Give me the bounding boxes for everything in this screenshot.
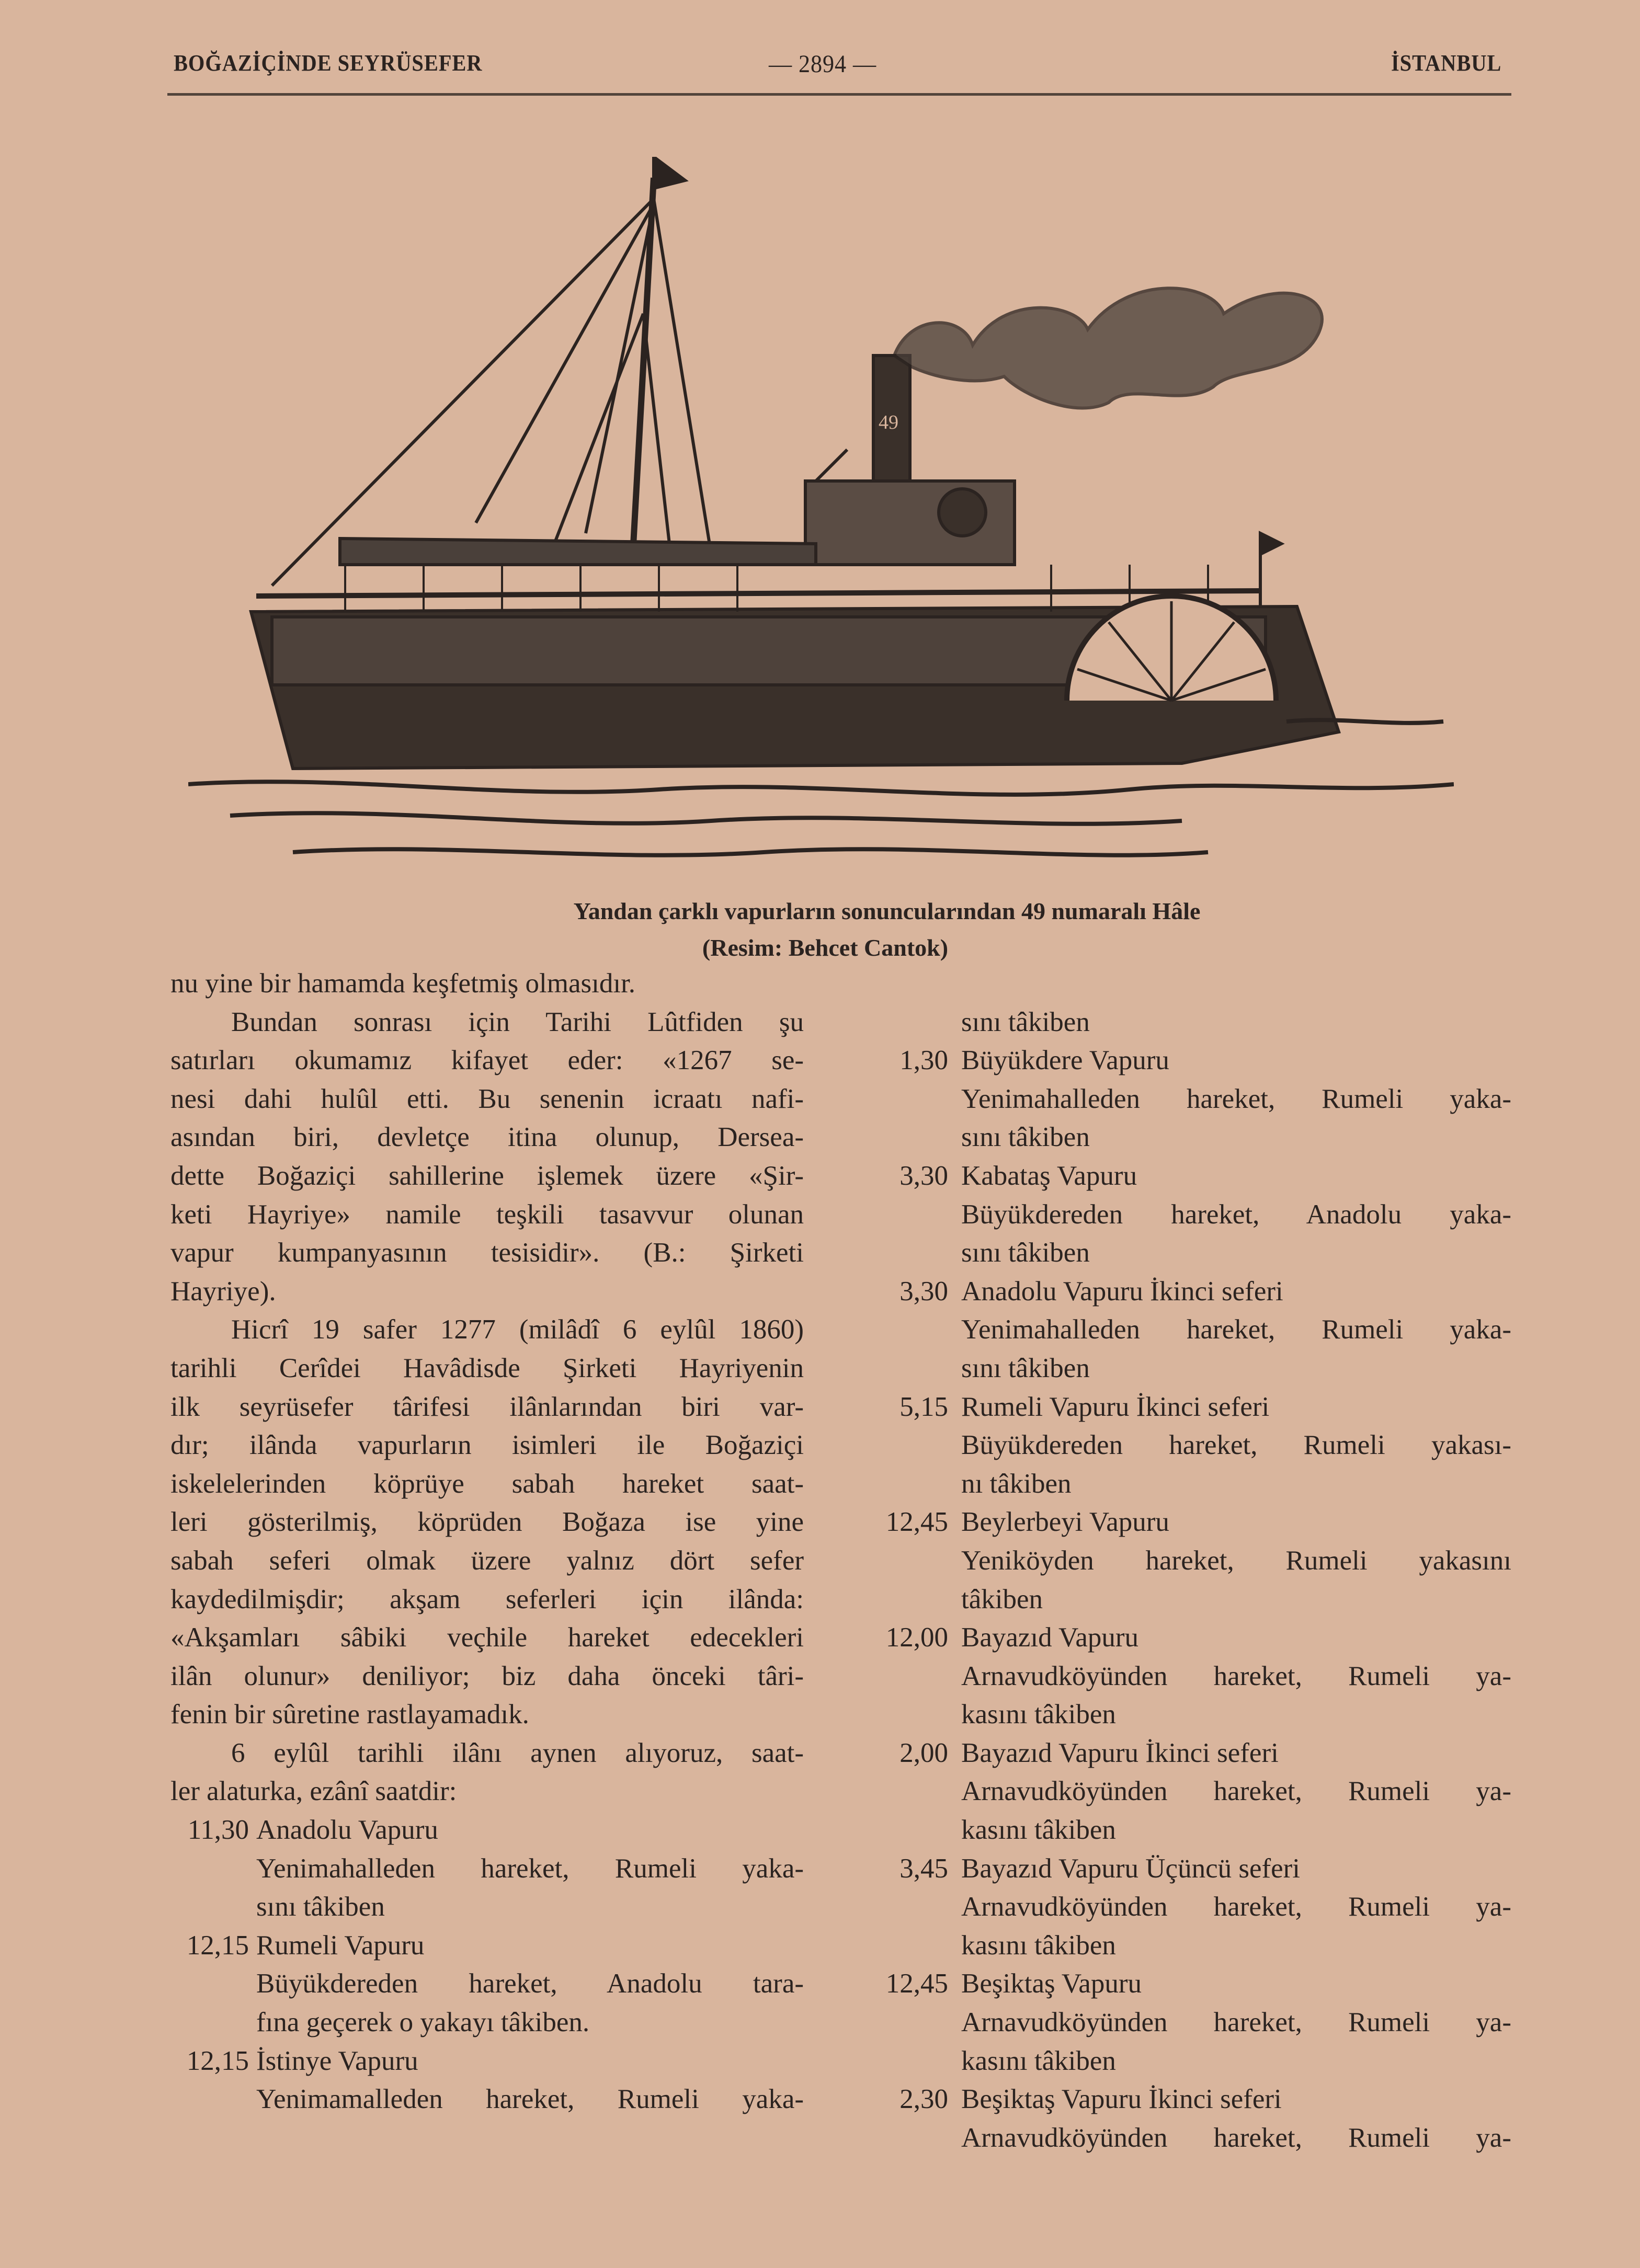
route-text: Büyükdereden hareket, Anadolu tara- <box>256 1968 804 1999</box>
ferry-name: Bayazıd Vapuru <box>961 1622 1139 1653</box>
schedule-line <box>875 2042 1511 2081</box>
schedule-line <box>170 1965 804 2003</box>
schedule-entry <box>875 1388 1511 1504</box>
schedule-line <box>875 1465 1511 1504</box>
ferry-name: Anadolu Vapuru <box>256 1815 438 1846</box>
text-line: vapur kumpanyasının tesisidir». (B.: Şirketi <box>170 1238 804 1268</box>
text-line: fenin bir sûretine rastlayamadık. <box>170 1699 529 1730</box>
text-line: ilân olunur» deniliyor; biz daha önceki târi- <box>170 1660 804 1691</box>
schedule-line <box>170 2042 804 2081</box>
schedule-entry <box>170 1927 804 2042</box>
text-line: ler alaturka, ezânî saatdir: <box>170 1776 457 1807</box>
schedule-entry <box>170 1811 804 1927</box>
schedule-line <box>875 1003 1511 1042</box>
schedule-line <box>875 1850 1511 1888</box>
ferry-name: Beylerbeyi Vapuru <box>961 1507 1169 1538</box>
departure-time: 3,30 <box>899 1276 948 1307</box>
paddle-steamer-illustration <box>188 157 1454 884</box>
text-line: ilk seyrüsefer târifesi ilânlarından biri var- <box>170 1391 804 1422</box>
schedule-entry <box>875 965 1511 1041</box>
funnel-number: 49 <box>879 411 898 433</box>
illustration-credit: (Resim: Behcet Cantok) <box>702 934 949 961</box>
text-line: Hayriye). <box>170 1276 276 1307</box>
schedule-line <box>875 1388 1511 1427</box>
schedule-line <box>170 2003 804 2042</box>
text-line: iskelelerinden köprüye sabah hareket saat- <box>170 1468 804 1499</box>
route-text: Arnavudköyünden hareket, Rumeli ya- <box>961 1660 1511 1691</box>
schedule-line <box>875 965 1511 1003</box>
schedule-entry <box>875 1041 1511 1157</box>
departure-time: 12,00 <box>885 1622 948 1653</box>
schedule-line <box>875 1696 1511 1734</box>
schedule-line <box>875 1888 1511 1927</box>
text-line: keti Hayriye» namile teşkili tasavvur olunan <box>170 1199 804 1230</box>
ferry-name: Anadolu Vapuru İkinci seferi <box>961 1276 1283 1307</box>
schedule-line <box>170 1850 804 1888</box>
departure-time: 11,30 <box>187 1815 249 1846</box>
schedule-entry <box>875 1850 1511 1965</box>
departure-time: 2,30 <box>899 2084 948 2115</box>
route-text: Arnavudköyünden hareket, Rumeli ya- <box>961 1776 1511 1807</box>
departure-time: 12,45 <box>885 1507 948 1538</box>
ferry-name: Büyükdere Vapuru <box>961 1045 1169 1076</box>
departure-time: 1,30 <box>899 1045 948 1076</box>
schedule-line <box>170 1811 804 1850</box>
text-line: sabah seferi olmak üzere yalnız dört sefer <box>170 1545 804 1576</box>
schedule-line <box>875 2119 1511 2158</box>
schedule-line <box>875 1619 1511 1657</box>
schedule-line <box>875 1542 1511 1580</box>
illustration-caption: Yandan çarklı vapurların sonuncularından 49 numaralı Hâle <box>573 898 1201 924</box>
text-line: dır; ilânda vapurların isimleri ile Boğaziçi <box>170 1430 804 1461</box>
schedule-line <box>875 1503 1511 1542</box>
schedule-line <box>875 1965 1511 2003</box>
route-text: sını tâkiben <box>961 1122 1090 1153</box>
text-line: kaydedilmişdir; akşam seferleri için ilânda: <box>170 1584 804 1614</box>
schedule-line <box>875 1349 1511 1388</box>
schedule-line <box>875 1273 1511 1311</box>
route-text: Yeniköyden hareket, Rumeli yakasını <box>961 1545 1511 1576</box>
schedule-entry <box>875 2080 1511 2157</box>
departure-time: 12,15 <box>186 1930 249 1961</box>
route-text: nı tâkiben <box>961 1468 1072 1499</box>
schedule-line <box>875 1927 1511 1965</box>
ferry-name: Kabataş Vapuru <box>961 1160 1137 1191</box>
ferry-name: Beşiktaş Vapuru İkinci seferi <box>961 2084 1282 2115</box>
ferry-name: İstinye Vapuru <box>256 2045 418 2076</box>
schedule-line <box>875 1426 1511 1465</box>
text-line: «Akşamları sâbiki veçhile hareket edecekleri <box>170 1622 804 1653</box>
route-text: kasını tâkiben <box>961 1930 1116 1961</box>
route-text: Arnavudköyünden hareket, Rumeli ya- <box>961 2122 1511 2153</box>
schedule-entry <box>875 1734 1511 1850</box>
schedule-entry <box>875 1965 1511 2080</box>
header-rule <box>167 93 1511 96</box>
running-header-title: BOĞAZİÇİNDE SEYRÜSEFER <box>174 50 483 76</box>
schedule-line <box>170 2080 804 2119</box>
route-text: sını tâkiben <box>961 1353 1090 1383</box>
route-text: Büyükdereden hareket, Rumeli yakası- <box>961 1430 1511 1461</box>
departure-time: 12,45 <box>885 1968 948 1999</box>
ferry-name: Bayazıd Vapuru İkinci seferi <box>961 1737 1279 1768</box>
schedule-line <box>875 1157 1511 1196</box>
route-text: Yenimahalleden hareket, Rumeli yaka- <box>256 1853 804 1884</box>
departure-time: 3,45 <box>899 1853 948 1884</box>
route-text: sını tâkiben <box>961 1238 1090 1268</box>
schedule-line <box>875 2003 1511 2042</box>
schedule-line <box>875 1196 1511 1234</box>
schedule-line <box>875 1657 1511 1696</box>
text-line: nesi dahi hulûl etti. Bu senenin icraatı nafi- <box>170 1083 804 1114</box>
text-line: 6 eylûl tarihli ilânı aynen alıyoruz, saat- <box>231 1737 804 1768</box>
route-text: Yenimahalleden hareket, Rumeli yaka- <box>961 1083 1511 1114</box>
departure-time: 12,15 <box>186 2045 249 2076</box>
schedule-line <box>875 1772 1511 1811</box>
route-text: sını tâkiben <box>961 1006 1090 1037</box>
text-line: leri gösterilmiş, köprüden Boğaza ise yine <box>170 1507 804 1538</box>
text-line: tarihli Cerîdei Havâdisde Şirketi Hayriyenin <box>170 1353 804 1383</box>
page-number: — 2894 — <box>769 50 877 78</box>
departure-time: 2,00 <box>899 1737 948 1768</box>
schedule-entry <box>875 1273 1511 1388</box>
route-text: tâkiben <box>961 1584 1043 1614</box>
right-text-column <box>875 965 1511 2157</box>
route-text: fına geçerek o yakayı tâkiben. <box>256 2007 590 2038</box>
route-text: sını tâkiben <box>256 1892 385 1922</box>
ferry-name: Beşiktaş Vapuru <box>961 1968 1142 1999</box>
route-text: kasını tâkiben <box>961 1815 1116 1846</box>
route-text: Yenimahalleden hareket, Rumeli yaka- <box>961 1314 1511 1345</box>
route-text: Arnavudköyünden hareket, Rumeli ya- <box>961 2007 1511 2038</box>
route-text: kasını tâkiben <box>961 2045 1116 2076</box>
route-text: Yenimamalleden hareket, Rumeli yaka- <box>256 2084 804 2115</box>
text-line: nu yine bir hamamda keşfetmiş olmasıdır. <box>170 968 636 999</box>
running-header-section: İSTANBUL <box>1391 50 1502 76</box>
text-line: Bundan sonrası için Tarihi Lûtfiden şu <box>231 1006 804 1037</box>
schedule-line <box>875 1311 1511 1349</box>
departure-time: 3,30 <box>899 1160 948 1191</box>
schedule-line <box>875 1118 1511 1157</box>
route-text: Arnavudköyünden hareket, Rumeli ya- <box>961 1892 1511 1922</box>
schedule-line <box>170 1927 804 1965</box>
schedule-entry <box>875 1503 1511 1619</box>
text-line: Hicrî 19 safer 1277 (milâdî 6 eylûl 1860) <box>231 1314 804 1345</box>
schedule-line <box>875 2080 1511 2119</box>
text-line: dette Boğaziçi sahillerine işlemek üzere «Şir- <box>170 1160 804 1191</box>
left-text-column <box>170 965 804 2119</box>
schedule-line <box>875 1811 1511 1850</box>
schedule-entry <box>875 1619 1511 1734</box>
schedule-line <box>875 1041 1511 1080</box>
schedule-line <box>875 1734 1511 1773</box>
schedule-line <box>170 1888 804 1927</box>
ferry-name: Rumeli Vapuru <box>256 1930 425 1961</box>
schedule-line <box>875 1234 1511 1273</box>
schedule-entry <box>875 1157 1511 1273</box>
ferry-name: Rumeli Vapuru İkinci seferi <box>961 1391 1270 1422</box>
text-line: asından biri, devletçe itina olunup, Dersea- <box>170 1122 804 1153</box>
schedule-line <box>875 1580 1511 1619</box>
route-text: Büyükdereden hareket, Anadolu yaka- <box>961 1199 1511 1230</box>
text-line: satırları okumamız kifayet eder: «1267 se- <box>170 1045 804 1076</box>
schedule-entry <box>170 2042 804 2119</box>
departure-time: 5,15 <box>899 1391 948 1422</box>
ferry-name: Bayazıd Vapuru Üçüncü seferi <box>961 1853 1301 1884</box>
schedule-line <box>875 1080 1511 1119</box>
route-text: kasını tâkiben <box>961 1699 1116 1730</box>
